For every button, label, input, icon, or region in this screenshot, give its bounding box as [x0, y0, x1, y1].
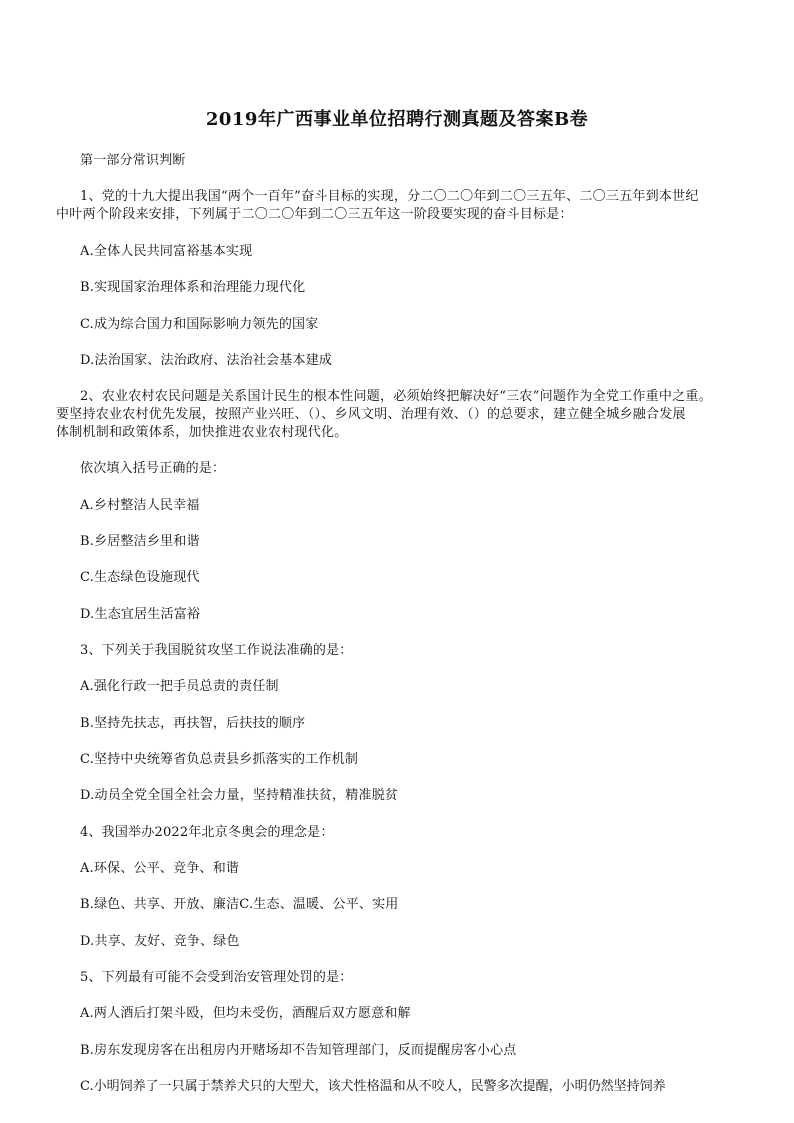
q2-stem-line1: 2、农业农村农民问题是关系国计民生的根本性问题，必须始终把解决好“三农”问题作为全党工作重中之重。	[80, 389, 712, 404]
q1-option-d: D.法治国家、法治政府、法治社会基本建成	[80, 353, 333, 368]
q5-option-c: C.小明饲养了一只属于禁养犬只的大型犬，该犬性格温和从不咬人，民警多次提醒，小明仍然坚持饲养	[80, 1079, 666, 1094]
q2-option-a: A.乡村整洁人民幸福	[80, 498, 200, 513]
q1-option-c: C.成为综合国力和国际影响力领先的国家	[80, 317, 319, 332]
q5-option-a: A.两人酒后打架斗殴，但均未受伤，酒醒后双方愿意和解	[80, 1006, 411, 1021]
q3-stem: 3、下列关于我国脱贫攻坚工作说法准确的是：	[80, 643, 353, 658]
q2-option-c: C.生态绿色设施现代	[80, 570, 200, 585]
q2-option-d: D.生态宜居生活富裕	[80, 607, 201, 622]
q3-option-b: B.坚持先扶志，再扶智，后扶技的顺序	[80, 716, 306, 731]
q1-option-a: A.全体人民共同富裕基本实现	[80, 244, 253, 259]
q3-option-c: C.坚持中央统筹省负总责县乡抓落实的工作机制	[80, 752, 359, 767]
q1-stem-line2: 中叶两个阶段来安排，下列属于二〇二〇年到二〇三五年这一阶段要实现的奋斗目标是：	[56, 207, 573, 222]
q2-stem-line2: 要坚持农业农村优先发展，按照产业兴旺、（）、乡风文明、治理有效、（）的总要求，建立健全城乡融合发展	[56, 407, 686, 422]
q4-option-d: D.共享、友好、竞争、绿色	[80, 934, 240, 949]
q2-prompt: 依次填入括号正确的是：	[80, 461, 226, 476]
q1-option-b: B.实现国家治理体系和治理能力现代化	[80, 280, 306, 295]
q5-option-b: B.房东发现房客在出租房内开赌场却不告知管理部门，反而提醒房客小心点	[80, 1043, 517, 1058]
q4-option-a: A.环保、公平、竞争、和谐	[80, 861, 240, 876]
document-title: 2019年广西事业单位招聘行测真题及答案B卷	[205, 109, 589, 130]
q2-option-b: B.乡居整洁乡里和谐	[80, 534, 200, 549]
q5-stem: 5、下列最有可能不会受到治安管理处罚的是：	[80, 970, 353, 985]
q3-option-a: A.强化行政一把手员总责的责任制	[80, 679, 279, 694]
q2-stem-line3: 体制机制和政策体系，加快推进农业农村现代化。	[56, 425, 348, 440]
q1-stem-line1: 1、党的十九大提出我国“两个一百年”奋斗目标的实现，分二〇二〇年到二〇三五年、二〇三五年到本世纪	[80, 189, 699, 204]
section-heading: 第一部分常识判断	[80, 153, 186, 168]
q3-option-d: D.动员全党全国全社会力量，坚持精准扶贫，精准脱贫	[80, 788, 399, 803]
q4-option-b: B.绿色、共享、开放、廉洁C.生态、温暖、公平、实用	[80, 897, 399, 912]
q4-stem: 4、我国举办2022年北京冬奥会的理念是：	[80, 825, 334, 840]
